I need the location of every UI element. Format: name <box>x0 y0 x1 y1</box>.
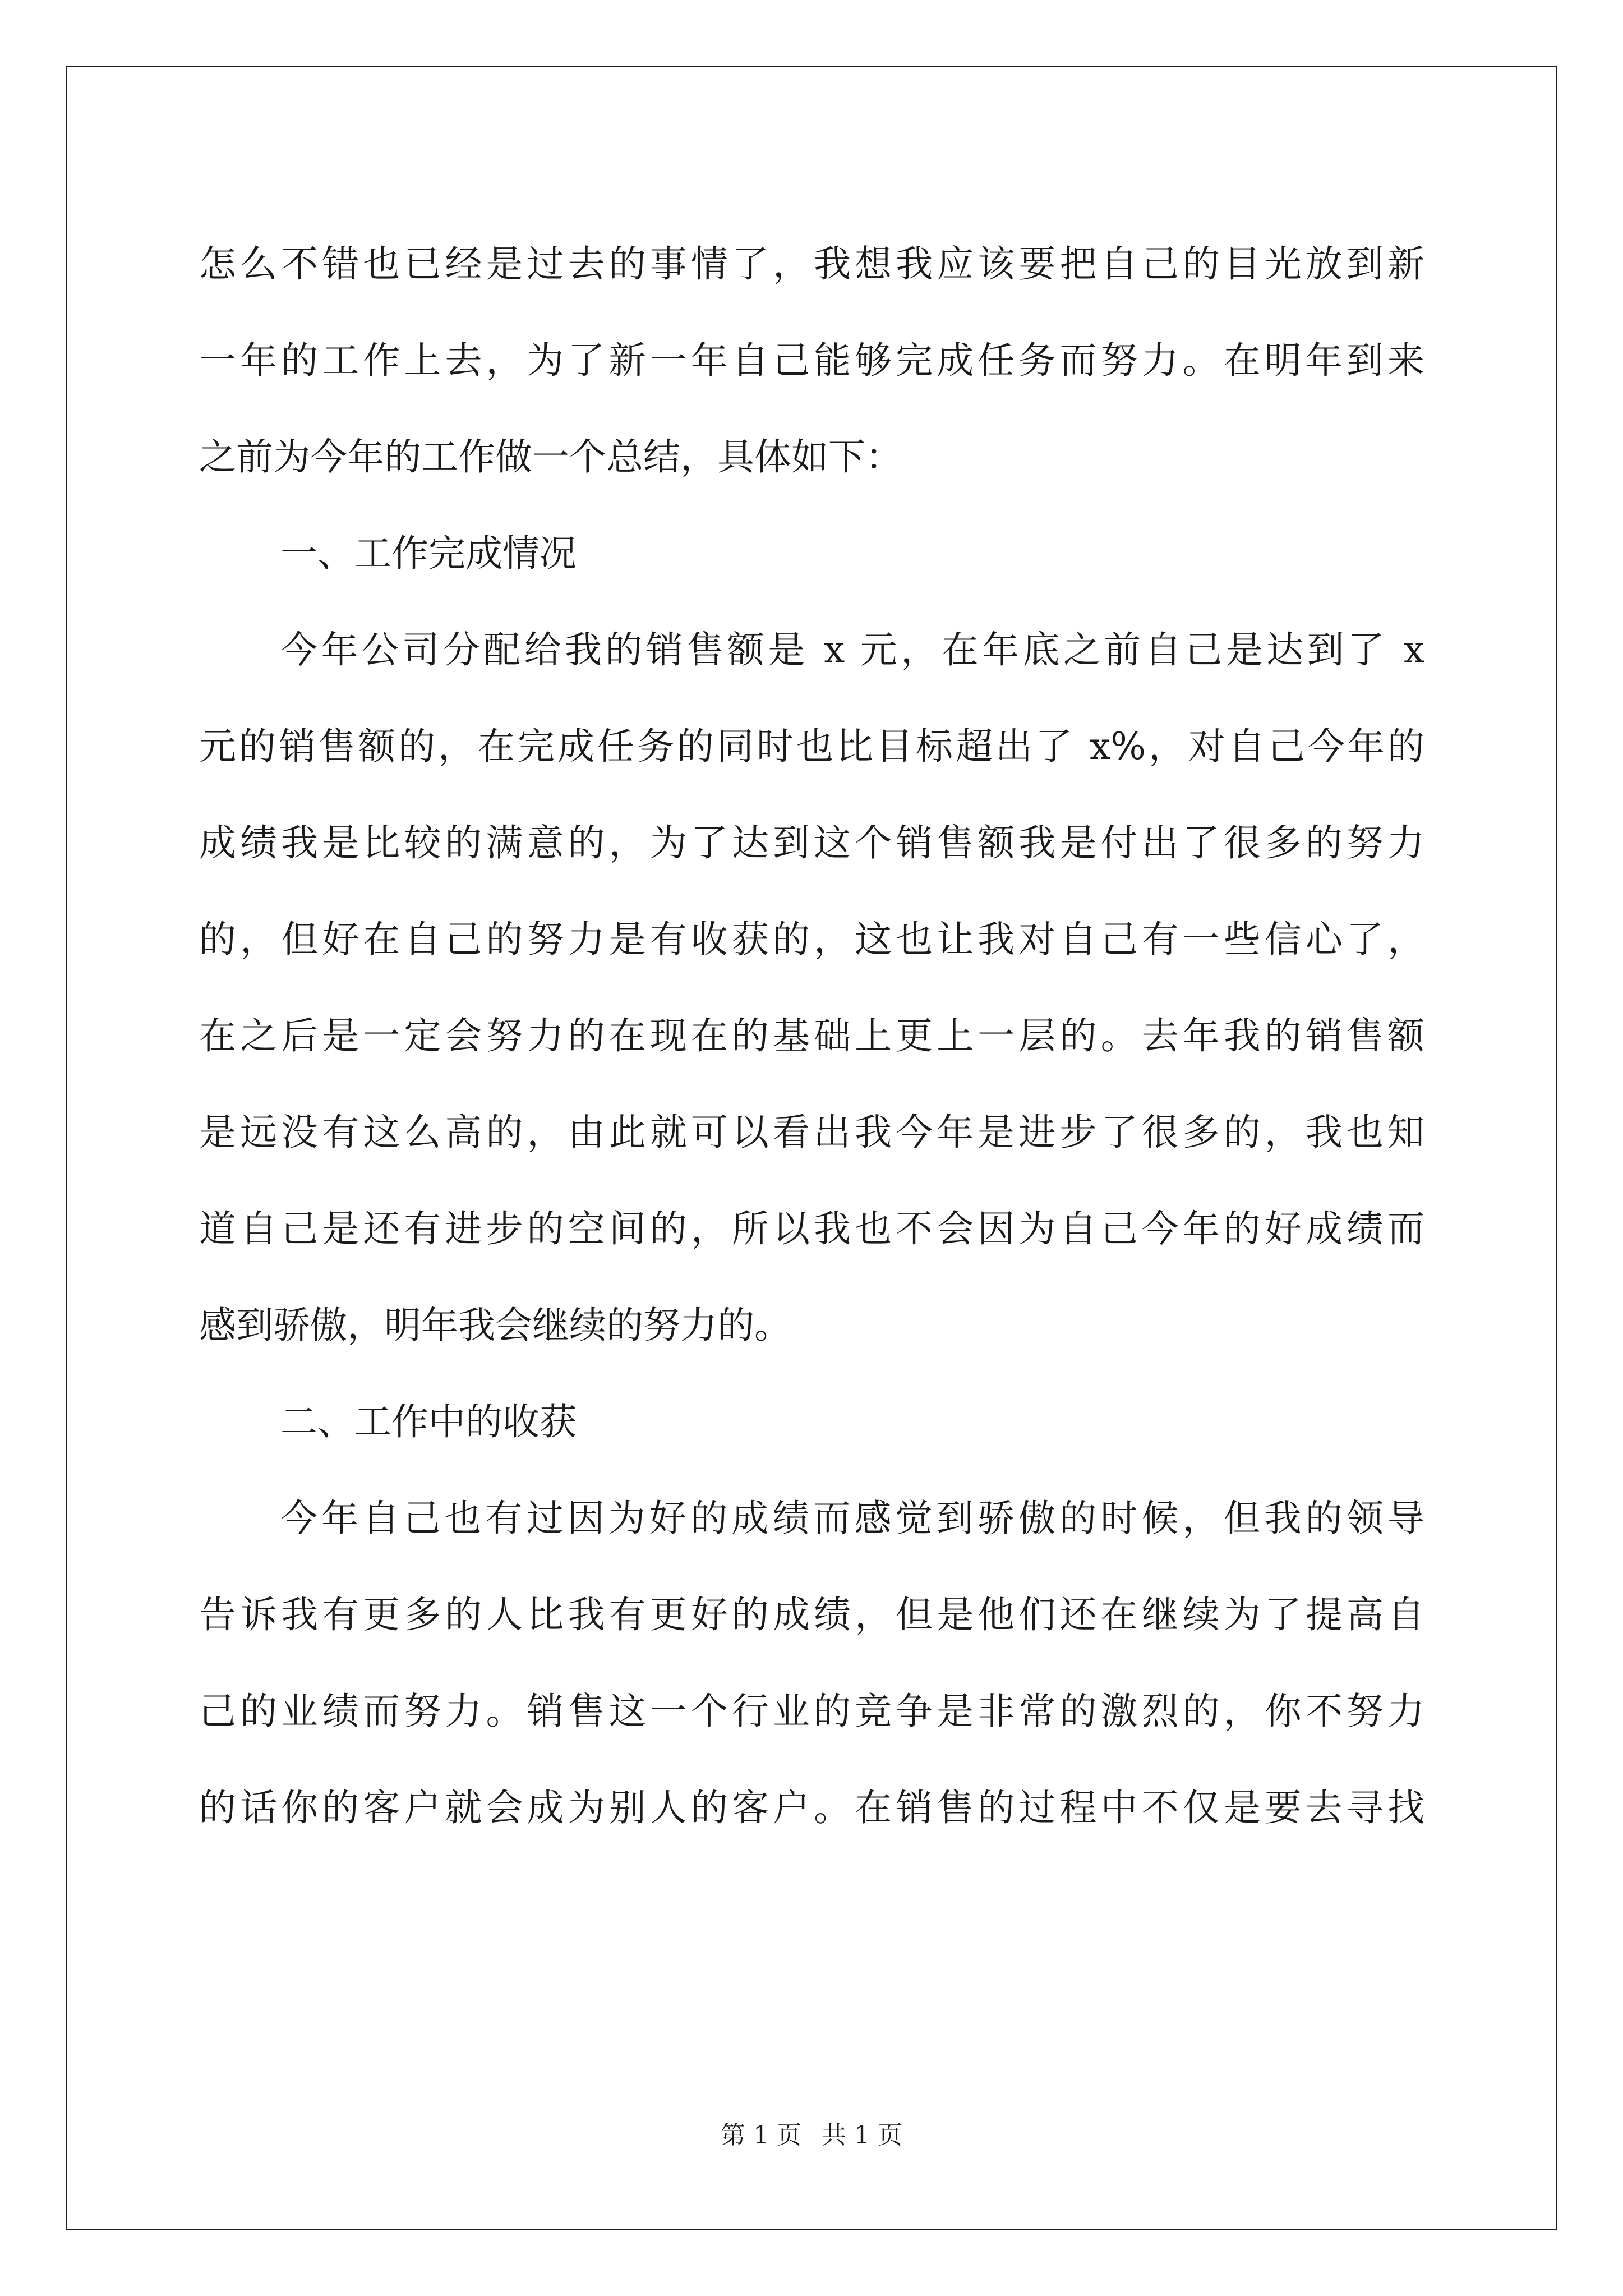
body-line: 道自己是还有进步的空间的，所以我也不会因为自己今年的好成绩而 <box>199 1207 1424 1250</box>
body-line: 是远没有这么高的，由此就可以看出我今年是进步了很多的，我也知 <box>199 1111 1424 1154</box>
page-total: 共 1 页 <box>822 2121 902 2150</box>
body-line: 在之后是一定会努力的在现在的基础上更上一层的。去年我的销售额 <box>199 1014 1424 1057</box>
body-line: 己的业绩而努力。销售这一个行业的竞争是非常的激烈的，你不努力 <box>199 1690 1424 1733</box>
body-line: 告诉我有更多的人比我有更好的成绩，但是他们还在继续为了提高自 <box>199 1593 1424 1636</box>
section-heading: 二、工作中的收获 <box>280 1400 577 1443</box>
body-line: 感到骄傲，明年我会继续的努力的。 <box>199 1304 791 1347</box>
body-line: 的，但好在自己的努力是有收获的，这也让我对自己有一些信心了， <box>199 918 1424 961</box>
body-line: 怎么不错也已经是过去的事情了，我想我应该要把自己的目光放到新 <box>199 242 1424 286</box>
page-footer <box>0 2119 1623 2152</box>
body-line: 成绩我是比较的满意的，为了达到这个销售额我是付出了很多的努力 <box>199 821 1424 864</box>
body-line: 今年公司分配给我的销售额是 x 元，在年底之前自己是达到了 x <box>280 628 1424 671</box>
body-line: 元的销售额的，在完成任务的同时也比目标超出了 x%，对自己今年的 <box>199 725 1424 768</box>
document-body <box>199 216 1424 1856</box>
body-line: 的话你的客户就会成为别人的客户。在销售的过程中不仅是要去寻找 <box>199 1786 1424 1829</box>
page-number: 第 1 页 <box>721 2121 801 2150</box>
body-line: 之前为今年的工作做一个总结，具体如下： <box>199 435 902 478</box>
body-line: 今年自己也有过因为好的成绩而感觉到骄傲的时候，但我的领导 <box>280 1497 1424 1540</box>
section-heading: 一、工作完成情况 <box>280 532 577 575</box>
body-line: 一年的工作上去，为了新一年自己能够完成任务而努力。在明年到来 <box>199 339 1424 382</box>
